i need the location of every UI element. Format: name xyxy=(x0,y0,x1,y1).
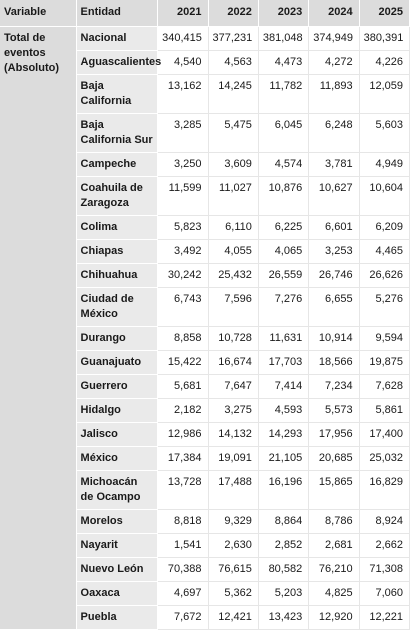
value-cell: 15,865 xyxy=(309,471,359,510)
value-cell: 2,852 xyxy=(259,534,309,558)
value-cell: 7,414 xyxy=(259,375,309,399)
value-cell: 4,055 xyxy=(209,240,259,264)
value-cell: 8,864 xyxy=(259,510,309,534)
entity-name: Oaxaca xyxy=(77,582,159,606)
value-cell: 25,032 xyxy=(360,447,410,471)
value-cell: 10,914 xyxy=(309,327,359,351)
value-cell: 12,986 xyxy=(158,423,208,447)
value-cell: 12,221 xyxy=(360,606,410,630)
value-cell: 5,823 xyxy=(158,216,208,240)
value-cell: 71,308 xyxy=(360,558,410,582)
value-cell: 7,672 xyxy=(158,606,208,630)
value-cell: 17,384 xyxy=(158,447,208,471)
value-cell: 4,697 xyxy=(158,582,208,606)
value-cell: 7,596 xyxy=(209,288,259,327)
value-cell: 11,599 xyxy=(158,177,208,216)
entity-name: Campeche xyxy=(77,153,159,177)
value-cell: 17,703 xyxy=(259,351,309,375)
entity-name: Baja California Sur xyxy=(77,114,159,153)
value-cell: 10,627 xyxy=(309,177,359,216)
value-cell: 17,400 xyxy=(360,423,410,447)
header-row xyxy=(0,0,410,27)
header-year: 2021 xyxy=(158,0,208,27)
value-cell: 6,248 xyxy=(309,114,359,153)
value-cell: 12,920 xyxy=(309,606,359,630)
entity-name: Nayarit xyxy=(77,534,159,558)
entity-name: Guanajuato xyxy=(77,351,159,375)
value-cell: 8,786 xyxy=(309,510,359,534)
value-cell: 3,250 xyxy=(158,153,208,177)
value-cell: 9,594 xyxy=(360,327,410,351)
value-cell: 70,388 xyxy=(158,558,208,582)
value-cell: 4,473 xyxy=(259,51,309,75)
value-cell: 16,674 xyxy=(209,351,259,375)
value-cell: 5,362 xyxy=(209,582,259,606)
value-cell: 7,060 xyxy=(360,582,410,606)
entity-name: Coahuila de Zaragoza xyxy=(77,177,159,216)
variable-label: Total de eventos (Absoluto) xyxy=(0,27,77,630)
value-cell: 20,685 xyxy=(309,447,359,471)
value-cell: 10,604 xyxy=(360,177,410,216)
value-cell: 15,422 xyxy=(158,351,208,375)
value-cell: 76,210 xyxy=(309,558,359,582)
entity-name: Puebla xyxy=(77,606,159,630)
value-cell: 7,234 xyxy=(309,375,359,399)
value-cell: 12,059 xyxy=(360,75,410,114)
value-cell: 4,574 xyxy=(259,153,309,177)
value-cell: 11,631 xyxy=(259,327,309,351)
value-cell: 8,924 xyxy=(360,510,410,534)
value-cell: 2,662 xyxy=(360,534,410,558)
value-cell: 11,027 xyxy=(209,177,259,216)
value-cell: 380,391 xyxy=(360,27,410,51)
entity-name: Colima xyxy=(77,216,159,240)
value-cell: 4,465 xyxy=(360,240,410,264)
value-cell: 80,582 xyxy=(259,558,309,582)
value-cell: 19,875 xyxy=(360,351,410,375)
value-cell: 3,253 xyxy=(309,240,359,264)
value-cell: 7,628 xyxy=(360,375,410,399)
value-cell: 6,225 xyxy=(259,216,309,240)
value-cell: 30,242 xyxy=(158,264,208,288)
value-cell: 76,615 xyxy=(209,558,259,582)
value-cell: 4,540 xyxy=(158,51,208,75)
value-cell: 374,949 xyxy=(309,27,359,51)
value-cell: 3,492 xyxy=(158,240,208,264)
value-cell: 16,196 xyxy=(259,471,309,510)
value-cell: 4,226 xyxy=(360,51,410,75)
value-cell: 5,475 xyxy=(209,114,259,153)
value-cell: 11,782 xyxy=(259,75,309,114)
value-cell: 6,601 xyxy=(309,216,359,240)
value-cell: 4,272 xyxy=(309,51,359,75)
value-cell: 17,956 xyxy=(309,423,359,447)
value-cell: 6,209 xyxy=(360,216,410,240)
entity-name: Aguascalientes xyxy=(77,51,159,75)
value-cell: 5,603 xyxy=(360,114,410,153)
entity-name: Morelos xyxy=(77,510,159,534)
value-cell: 14,132 xyxy=(209,423,259,447)
value-cell: 26,746 xyxy=(309,264,359,288)
value-cell: 14,245 xyxy=(209,75,259,114)
value-cell: 6,743 xyxy=(158,288,208,327)
entity-name: México xyxy=(77,447,159,471)
value-cell: 2,630 xyxy=(209,534,259,558)
header-entidad: Entidad xyxy=(77,0,159,27)
value-cell: 10,876 xyxy=(259,177,309,216)
value-cell: 13,423 xyxy=(259,606,309,630)
entity-name: Durango xyxy=(77,327,159,351)
entity-name: Ciudad de México xyxy=(77,288,159,327)
entity-name: Nacional xyxy=(77,27,159,51)
value-cell: 340,415 xyxy=(158,27,208,51)
value-cell: 5,861 xyxy=(360,399,410,423)
value-cell: 5,276 xyxy=(360,288,410,327)
value-cell: 7,647 xyxy=(209,375,259,399)
value-cell: 9,329 xyxy=(209,510,259,534)
value-cell: 381,048 xyxy=(259,27,309,51)
value-cell: 7,276 xyxy=(259,288,309,327)
entity-name: Guerrero xyxy=(77,375,159,399)
entity-name: Hidalgo xyxy=(77,399,159,423)
value-cell: 4,949 xyxy=(360,153,410,177)
value-cell: 3,609 xyxy=(209,153,259,177)
header-year: 2024 xyxy=(309,0,359,27)
entity-name: Chiapas xyxy=(77,240,159,264)
value-cell: 6,110 xyxy=(209,216,259,240)
value-cell: 14,293 xyxy=(259,423,309,447)
header-variable: Variable xyxy=(0,0,77,27)
value-cell: 3,285 xyxy=(158,114,208,153)
value-cell: 3,781 xyxy=(309,153,359,177)
value-cell: 377,231 xyxy=(209,27,259,51)
value-cell: 18,566 xyxy=(309,351,359,375)
entity-name: Michoacán de Ocampo xyxy=(77,471,159,510)
value-cell: 13,162 xyxy=(158,75,208,114)
value-cell: 6,045 xyxy=(259,114,309,153)
value-cell: 26,559 xyxy=(259,264,309,288)
entity-name: Chihuahua xyxy=(77,264,159,288)
entity-name: Baja California xyxy=(77,75,159,114)
value-cell: 2,182 xyxy=(158,399,208,423)
value-cell: 4,593 xyxy=(259,399,309,423)
value-cell: 5,573 xyxy=(309,399,359,423)
header-year: 2022 xyxy=(209,0,259,27)
value-cell: 25,432 xyxy=(209,264,259,288)
table-row xyxy=(0,27,410,51)
entity-name: Jalisco xyxy=(77,423,159,447)
entity-name: Nuevo León xyxy=(77,558,159,582)
value-cell: 2,681 xyxy=(309,534,359,558)
value-cell: 4,825 xyxy=(309,582,359,606)
value-cell: 1,541 xyxy=(158,534,208,558)
value-cell: 5,203 xyxy=(259,582,309,606)
value-cell: 4,563 xyxy=(209,51,259,75)
value-cell: 21,105 xyxy=(259,447,309,471)
header-year: 2025 xyxy=(360,0,410,27)
header-year: 2023 xyxy=(259,0,309,27)
value-cell: 11,893 xyxy=(309,75,359,114)
value-cell: 12,421 xyxy=(209,606,259,630)
value-cell: 19,091 xyxy=(209,447,259,471)
value-cell: 4,065 xyxy=(259,240,309,264)
value-cell: 8,858 xyxy=(158,327,208,351)
value-cell: 17,488 xyxy=(209,471,259,510)
value-cell: 16,829 xyxy=(360,471,410,510)
value-cell: 3,275 xyxy=(209,399,259,423)
value-cell: 26,626 xyxy=(360,264,410,288)
value-cell: 6,655 xyxy=(309,288,359,327)
value-cell: 13,728 xyxy=(158,471,208,510)
value-cell: 8,818 xyxy=(158,510,208,534)
value-cell: 5,681 xyxy=(158,375,208,399)
value-cell: 10,728 xyxy=(209,327,259,351)
